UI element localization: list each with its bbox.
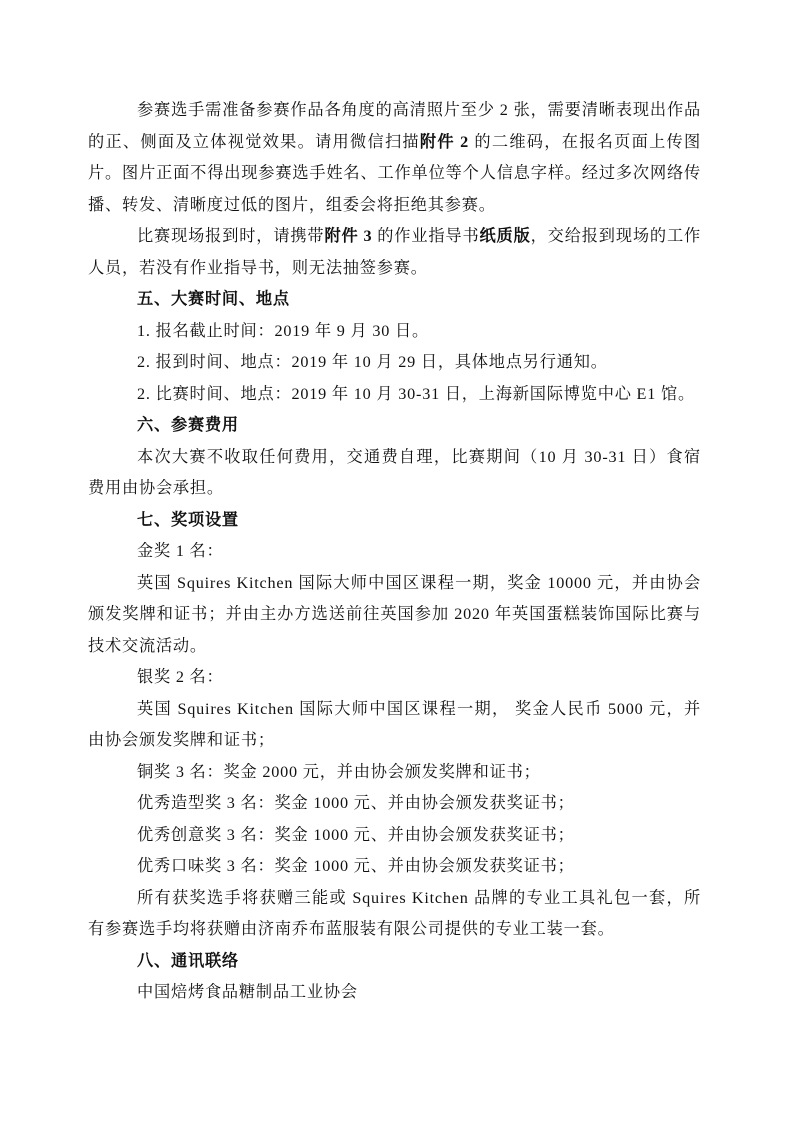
text-run: 所有获奖选手将获赠三能或 Squires Kitchen 品牌的专业工具礼包一套，所有参赛选手均将获赠由济南乔布蓝服装有限公司提供的专业工装一套。 <box>88 888 701 938</box>
text-run: 的作业指导书 <box>372 227 480 245</box>
para-best-creativity-award <box>88 820 701 852</box>
text-run: 铜奖 3 名：奖金 2000 元，并由协会颁发奖牌和证书； <box>137 762 541 781</box>
text-run: 1. 报名截止时间：2019 年 9 月 30 日。 <box>137 321 429 340</box>
para-gold-award-count <box>88 536 701 568</box>
bold-text-run: 附件 3 <box>324 227 373 245</box>
heading-contact <box>88 946 701 978</box>
para-best-shape-award <box>88 788 701 820</box>
para-photo-requirements <box>88 95 701 221</box>
text-run: 银奖 2 名： <box>137 668 224 686</box>
para-fee-details <box>88 442 701 505</box>
text-run: 优秀创意奖 3 名：奖金 1000 元、并由协会颁发获奖证书； <box>137 825 575 844</box>
bold-text-run: 七、奖项设置 <box>137 510 239 529</box>
text-run: 优秀口味奖 3 名：奖金 1000 元、并由协会颁发获奖证书； <box>137 857 575 875</box>
para-checkin-instructions <box>88 221 701 284</box>
heading-entry-fee <box>88 410 701 442</box>
text-run: 本次大赛不收取任何费用，交通费自理，比赛期间（10 月 30-31 日）食宿费用由协会承担。 <box>88 447 701 497</box>
text-run: 的二维码，在报名页面上传图片。图片正面不得出现参赛选手姓名、工作单位等个人信息字样。经过多次网络传播、转发、清晰度过低的图片，组委会将拒绝其参赛。 <box>88 132 702 214</box>
text-run: 中国焙烤食品糖制品工业协会 <box>137 983 358 1001</box>
heading-time-location <box>88 284 701 316</box>
heading-awards <box>88 505 701 537</box>
bold-text-run: 附件 2 <box>419 132 470 151</box>
item-competition-time <box>88 379 701 411</box>
text-run: 2. 报到时间、地点：2019 年 10 月 29 日，具体地点另行通知。 <box>137 353 608 371</box>
para-silver-award-count <box>88 662 701 694</box>
bold-text-run: 五、大赛时间、地点 <box>137 290 290 308</box>
para-best-taste-award <box>88 851 701 883</box>
para-bronze-award <box>88 757 701 789</box>
item-registration-deadline <box>88 316 701 348</box>
text-run: 英国 Squires Kitchen 国际大师中国区课程一期， 奖金人民币 5000 元，并由协会颁发奖牌和证书； <box>88 699 701 749</box>
text-run: ，交给报到现场的工作人员，若没有作业指导书，则无法抽签参赛。 <box>88 227 702 277</box>
bold-text-run: 六、参赛费用 <box>137 416 239 434</box>
text-run: 参赛选手需准备参赛作品各角度的高清照片至少 2 张，需要清晰表现出作品的正、侧面及立体视觉效果。请用微信扫描 <box>88 101 701 151</box>
text-run: 金奖 1 名： <box>137 542 224 560</box>
bold-text-run: 八、通讯联络 <box>137 951 239 970</box>
para-gift-details <box>88 883 701 946</box>
text-run: 2. 比赛时间、地点：2019 年 10 月 30-31 日，上海新国际博览中心 E1 馆。 <box>137 384 695 403</box>
item-checkin-time <box>88 347 701 379</box>
para-association-name <box>88 977 701 1009</box>
bold-text-run: 纸质版 <box>479 227 531 245</box>
para-silver-award-detail <box>88 694 701 757</box>
document-body <box>88 95 701 1009</box>
text-run: 英国 Squires Kitchen 国际大师中国区课程一期，奖金 10000 元，并由协会颁发奖牌和证书；并由主办方选送前往英国参加 2020 年英国蛋糕装饰国际比赛与技术交流活动。 <box>88 573 701 655</box>
para-gold-award-detail <box>88 568 701 663</box>
text-run: 比赛现场报到时，请携带 <box>137 227 325 245</box>
text-run: 优秀造型奖 3 名：奖金 1000 元、并由协会颁发获奖证书； <box>137 794 575 812</box>
